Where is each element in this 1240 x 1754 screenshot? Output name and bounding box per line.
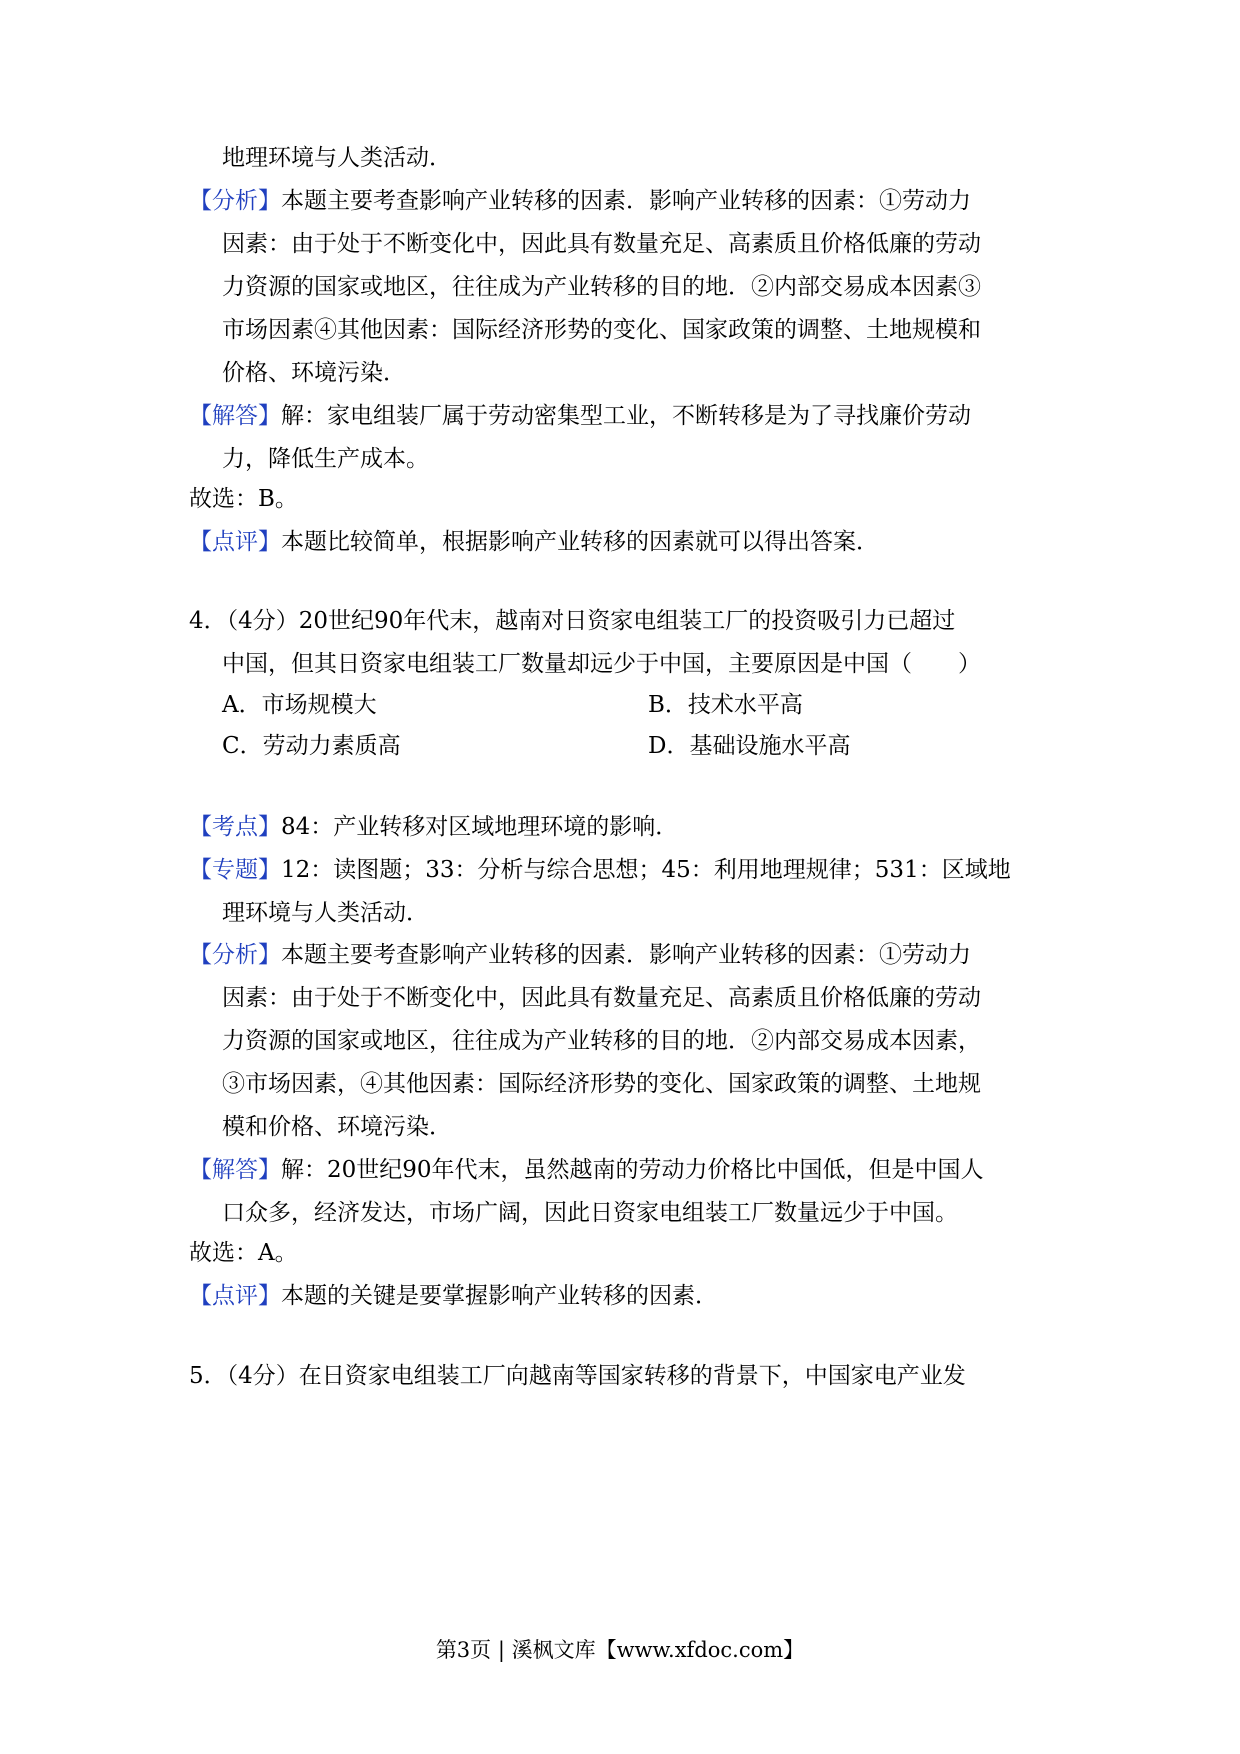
analysis-text: 价格、环境污染．	[222, 360, 406, 386]
option-a: A．市场规模大	[222, 692, 377, 718]
analysis-line	[189, 186, 971, 216]
choice-line: 故选：A。	[189, 1240, 298, 1266]
kaodian-line	[189, 812, 678, 842]
analysis-text: 因素：由于处于不断变化中，因此具有数量充足、高素质且价格低廉的劳动	[222, 231, 981, 257]
answer-tag: 【解答】	[189, 1157, 281, 1183]
analysis-tag: 【分析】	[189, 188, 281, 214]
topic-continuation: 地理环境与人类活动．	[222, 145, 452, 171]
zhuanti-tag: 【专题】	[189, 857, 281, 883]
kaodian-tag: 【考点】	[189, 814, 281, 840]
answer-tag: 【解答】	[189, 403, 281, 429]
question-5-stem: 5．（4分）在日资家电组装工厂向越南等国家转移的背景下，中国家电产业发	[189, 1363, 966, 1389]
answer-text: 解：家电组装厂属于劳动密集型工业，不断转移是为了寻找廉价劳动	[281, 403, 971, 429]
analysis-text: ③市场因素，④其他因素：国际经济形势的变化、国家政策的调整、土地规	[222, 1071, 981, 1097]
analysis-text: 本题主要考查影响产业转移的因素．影响产业转移的因素：①劳动力	[281, 942, 971, 968]
choice-line: 故选：B。	[189, 486, 298, 512]
option-d: D．基础设施水平高	[648, 733, 851, 759]
option-c: C．劳动力素质高	[222, 733, 401, 759]
analysis-line	[189, 940, 971, 970]
zhuanti-text: 12：读图题；33：分析与综合思想；45：利用地理规律；531：区域地	[281, 857, 1011, 883]
analysis-text: 市场因素④其他因素：国际经济形势的变化、国家政策的调整、土地规模和	[222, 317, 981, 343]
comment-tag: 【点评】	[189, 529, 281, 555]
zhuanti-text: 理环境与人类活动．	[222, 900, 429, 926]
analysis-tag: 【分析】	[189, 942, 281, 968]
option-b: B．技术水平高	[648, 692, 803, 718]
comment-text: 本题的关键是要掌握影响产业转移的因素．	[281, 1283, 718, 1309]
question-4-stem: 中国，但其日资家电组装工厂数量却远少于中国，主要原因是中国（ ）	[222, 651, 981, 677]
analysis-text: 模和价格、环境污染．	[222, 1114, 452, 1140]
comment-text: 本题比较简单，根据影响产业转移的因素就可以得出答案．	[281, 529, 879, 555]
analysis-text: 因素：由于处于不断变化中，因此具有数量充足、高素质且价格低廉的劳动	[222, 985, 981, 1011]
analysis-text: 力资源的国家或地区，往往成为产业转移的目的地．②内部交易成本因素③	[222, 274, 981, 300]
answer-text: 口众多，经济发达，市场广阔，因此日资家电组装工厂数量远少于中国。	[222, 1200, 958, 1226]
comment-tag: 【点评】	[189, 1283, 281, 1309]
comment-line	[189, 1281, 718, 1311]
question-4-stem: 4．（4分）20世纪90年代末，越南对日资家电组装工厂的投资吸引力已超过	[189, 608, 956, 634]
zhuanti-line	[189, 855, 1011, 885]
page-footer: 第3页 | 溪枫文库【www.xfdoc.com】	[435, 1638, 805, 1662]
answer-text: 力，降低生产成本。	[222, 446, 429, 472]
analysis-text: 力资源的国家或地区，往往成为产业转移的目的地．②内部交易成本因素，	[222, 1028, 981, 1054]
answer-line	[189, 401, 971, 431]
kaodian-text: 84：产业转移对区域地理环境的影响．	[281, 814, 679, 840]
comment-line	[189, 527, 879, 557]
analysis-text: 本题主要考查影响产业转移的因素．影响产业转移的因素：①劳动力	[281, 188, 971, 214]
answer-line	[189, 1155, 984, 1185]
answer-text: 解：20世纪90年代末，虽然越南的劳动力价格比中国低，但是中国人	[281, 1157, 984, 1183]
